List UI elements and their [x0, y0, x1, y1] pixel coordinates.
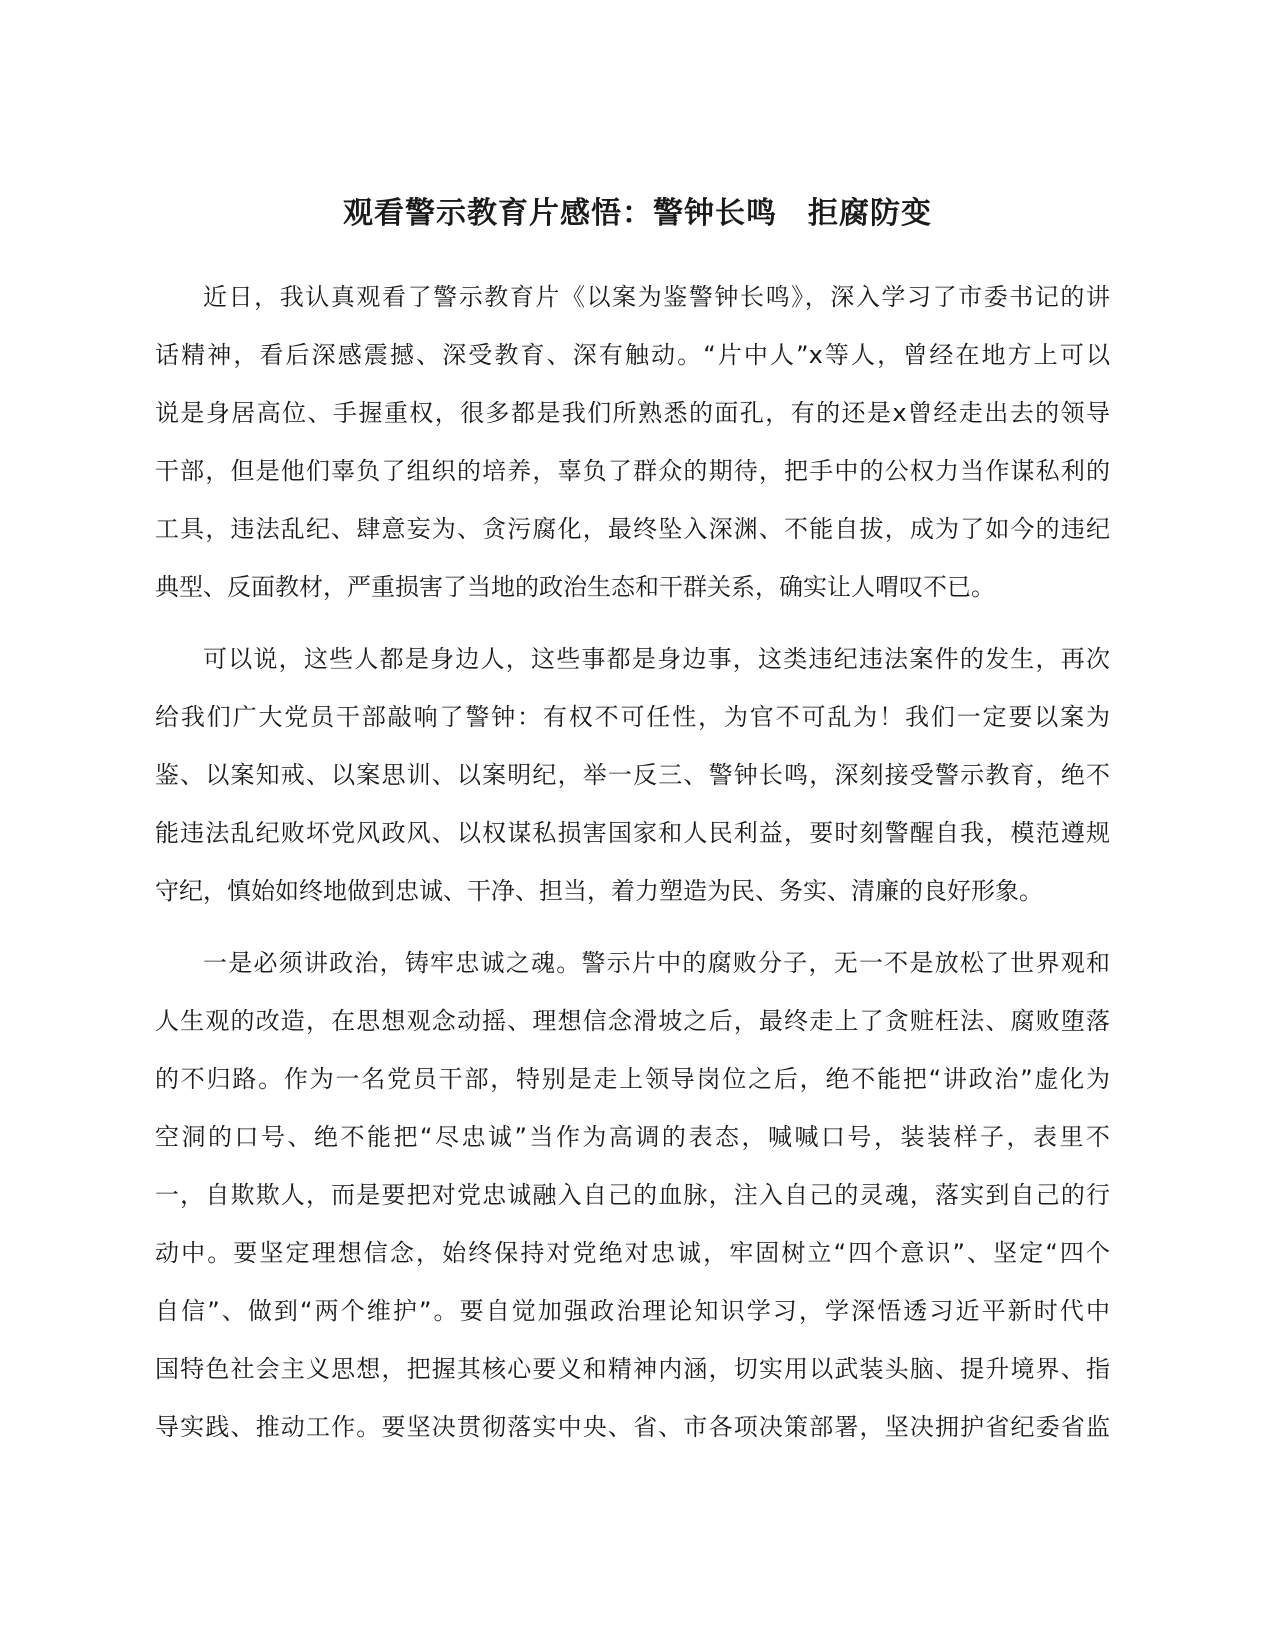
document-body [155, 268, 1110, 1470]
text-line: 可以说，这些人都是身边人，这些事都是身边事，这类违纪违法案件的发生，再次 [203, 645, 1110, 673]
text-line: 话精神，看后深感震撼、深受教育、深有触动。“片中人”x等人，曾经在地方上可以 [155, 341, 1110, 369]
text-line: 动中。要坚定理想信念，始终保持对党绝对忠诚，牢固树立“四个意识”、坚定“四个 [155, 1239, 1110, 1267]
text-line: 一是必须讲政治，铸牢忠诚之魂。警示片中的腐败分子，无一不是放松了世界观和 [203, 949, 1110, 977]
text-line: 导实践、推动工作。要坚决贯彻落实中央、省、市各项决策部署，坚决拥护省纪委省监 [155, 1413, 1110, 1441]
document-title: 观看警示教育片感悟：警钟长鸣 拒腐防变 [343, 196, 932, 231]
text-line: 鉴、以案知戒、以案思训、以案明纪，举一反三、警钟长鸣，深刻接受警示教育，绝不 [155, 761, 1110, 789]
text-line: 国特色社会主义思想，把握其核心要义和精神内涵，切实用以武装头脑、提升境界、指 [155, 1355, 1110, 1383]
text-line: 典型、反面教材，严重损害了当地的政治生态和干群关系，确实让人喟叹不已。 [155, 573, 995, 601]
text-line: 给我们广大党员干部敲响了警钟：有权不可任性，为官不可乱为！我们一定要以案为 [155, 703, 1110, 731]
text-line: 自信”、做到“两个维护”。要自觉加强政治理论知识学习，学深悟透习近平新时代中 [155, 1297, 1110, 1325]
text-line: 工具，违法乱纪、肆意妄为、贪污腐化，最终坠入深渊、不能自拔，成为了如今的违纪 [155, 515, 1110, 543]
text-line: 近日，我认真观看了警示教育片《以案为鉴警钟长鸣》，深入学习了市委书记的讲 [203, 283, 1110, 311]
paragraph-3 [155, 934, 1110, 1456]
text-line: 一，自欺欺人，而是要把对党忠诚融入自己的血脉，注入自己的灵魂，落实到自己的行 [155, 1181, 1110, 1209]
paragraph-2 [155, 630, 1110, 920]
text-line: 的不归路。作为一名党员干部，特别是走上领导岗位之后，绝不能把“讲政治”虚化为 [155, 1065, 1110, 1093]
text-line: 空洞的口号、绝不能把“尽忠诚”当作为高调的表态，喊喊口号，装装样子，表里不 [155, 1123, 1110, 1151]
text-line: 能违法乱纪败坏党风政风、以权谋私损害国家和人民利益，要时刻警醒自我，模范遵规 [155, 819, 1110, 847]
text-line: 干部，但是他们辜负了组织的培养，辜负了群众的期待，把手中的公权力当作谋私利的 [155, 457, 1110, 485]
text-line: 守纪，慎始如终地做到忠诚、干净、担当，着力塑造为民、务实、清廉的良好形象。 [155, 877, 1043, 905]
text-line: 人生观的改造，在思想观念动摇、理想信念滑坡之后，最终走上了贪赃枉法、腐败堕落 [155, 1007, 1110, 1035]
text-line: 说是身居高位、手握重权，很多都是我们所熟悉的面孔，有的还是x曾经走出去的领导 [155, 399, 1110, 427]
paragraph-1 [155, 268, 1110, 616]
